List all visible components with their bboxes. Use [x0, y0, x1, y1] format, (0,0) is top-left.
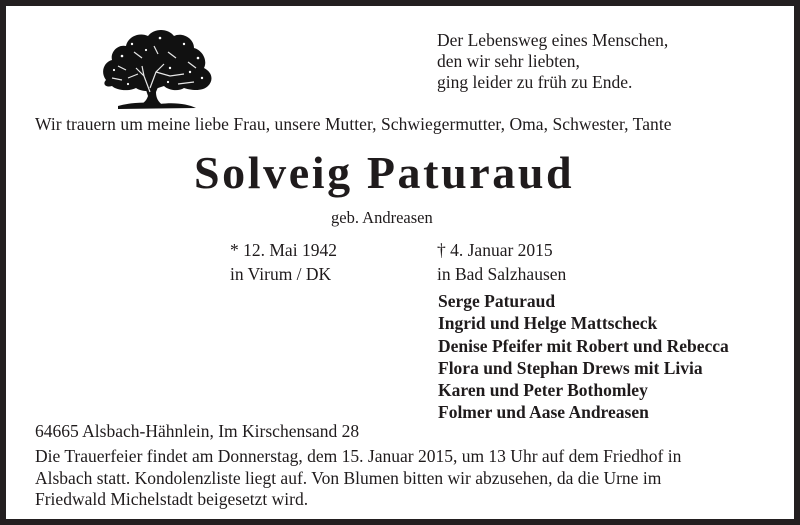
maiden-name: geb. Andreasen [331, 208, 433, 227]
mourner: Ingrid und Helge Mattscheck [438, 313, 658, 334]
birth-info [230, 238, 337, 286]
notice-line: Die Trauerfeier findet am Donnerstag, dem 15. Januar 2015, um 13 Uhr auf dem Friedhof in [35, 446, 682, 466]
poem-line: Der Lebensweg eines Menschen, [437, 30, 669, 50]
mourner: Flora und Stephan Drews mit Livia [438, 357, 703, 378]
mourner: Serge Paturaud [438, 291, 556, 311]
mourner: Karen und Peter Bothomley [438, 380, 648, 401]
intro-text: Wir trauern um meine liebe Frau, unsere Mutter, Schwiegermutter, Oma, Schwester, Tante [35, 114, 672, 134]
death-info [437, 238, 566, 286]
notice-line: Friedwald Michelstadt beigesetzt wird. [35, 489, 309, 509]
obituary-notice [6, 6, 794, 519]
tree-icon [98, 22, 216, 112]
poem [437, 30, 668, 93]
notice-line: Alsbach statt. Kondolenzliste liegt auf. Von Blumen bitten wir abzusehen, da die Urne im [35, 467, 662, 488]
deceased-name: Solveig Paturaud [194, 147, 575, 198]
mourners-list [438, 290, 729, 424]
poem-line: den wir sehr liebten, [437, 51, 580, 71]
death-place: in Bad Salzhausen [437, 264, 567, 284]
mourner: Denise Pfeifer mit Robert und Rebecca [438, 335, 729, 356]
birth-date: * 12. Mai 1942 [230, 240, 337, 260]
address: 64665 Alsbach-Hähnlein, Im Kirschensand 28 [35, 421, 360, 441]
funeral-notice [35, 446, 780, 511]
birth-place: in Virum / DK [230, 264, 332, 284]
poem-line: ging leider zu früh zu Ende. [437, 72, 633, 92]
mourner: Folmer und Aase Andreasen [438, 402, 649, 423]
death-date: † 4. Januar 2015 [437, 240, 553, 260]
